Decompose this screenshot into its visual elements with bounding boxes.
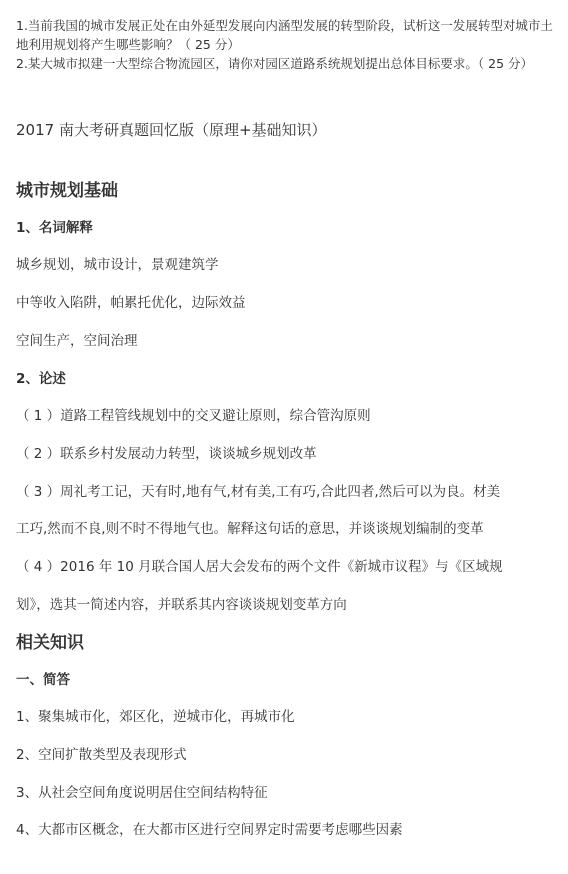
exam-subtitle: 2017 南大考研真题回忆版（原理+基础知识） [16, 121, 327, 139]
intro-question-1: 1.当前我国的城市发展正处在由外延型发展向内涵型发展的转型阶段，试析这一发展转型对城市土地利用规划将产生哪些影响？（ 25 分） [16, 18, 553, 52]
heading-discussion: 2、论述 [16, 371, 66, 387]
heading-term-explanation: 1、名词解释 [16, 220, 93, 236]
term-line-1: 城乡规划，城市设计，景观建筑学 [16, 257, 219, 273]
discussion-line-1: （ 1 ）道路工程管线规划中的交叉避让原则，综合管沟原则 [16, 408, 371, 424]
discussion-line-2: （ 2 ）联系乡村发展动力转型，谈谈城乡规划改革 [16, 446, 317, 462]
short-answer-line-4: 4、大都市区概念，在大都市区进行空间界定时需要考虑哪些因素 [16, 822, 403, 838]
intro-question-2: 2.某大城市拟建一大型综合物流园区，请你对园区道路系统规划提出总体目标要求。（ 25 分） [16, 56, 534, 71]
short-answer-line-2: 2、空间扩散类型及表现形式 [16, 747, 187, 763]
intro-questions [16, 16, 556, 73]
short-answer-line-1: 1、聚集城市化，郊区化，逆城市化，再城市化 [16, 709, 295, 725]
discussion-line-4: 工巧,然而不良,则不时不得地气也。解释这句话的意思，并谈谈规划编制的变革 [16, 521, 484, 537]
short-answer-line-3: 3、从社会空间角度说明居住空间结构特征 [16, 785, 268, 801]
discussion-line-3: （ 3 ）周礼考工记，天有时,地有气,材有美,工有巧,合此四者,然后可以为良。材美 [16, 484, 501, 500]
section-title-urban-planning: 城市规划基础 [16, 181, 118, 201]
discussion-line-6: 划》，选其一简述内容，并联系其内容谈谈规划变革方向 [16, 597, 347, 613]
section-title-related-knowledge: 相关知识 [16, 633, 84, 653]
heading-short-answer: 一、简答 [16, 672, 70, 688]
discussion-line-5: （ 4 ）2016 年 10 月联合国人居大会发布的两个文件《新城市议程》与《区域规 [16, 559, 503, 575]
term-line-3: 空间生产，空间治理 [16, 333, 138, 349]
term-line-2: 中等收入陷阱，帕累托优化，边际效益 [16, 295, 246, 311]
